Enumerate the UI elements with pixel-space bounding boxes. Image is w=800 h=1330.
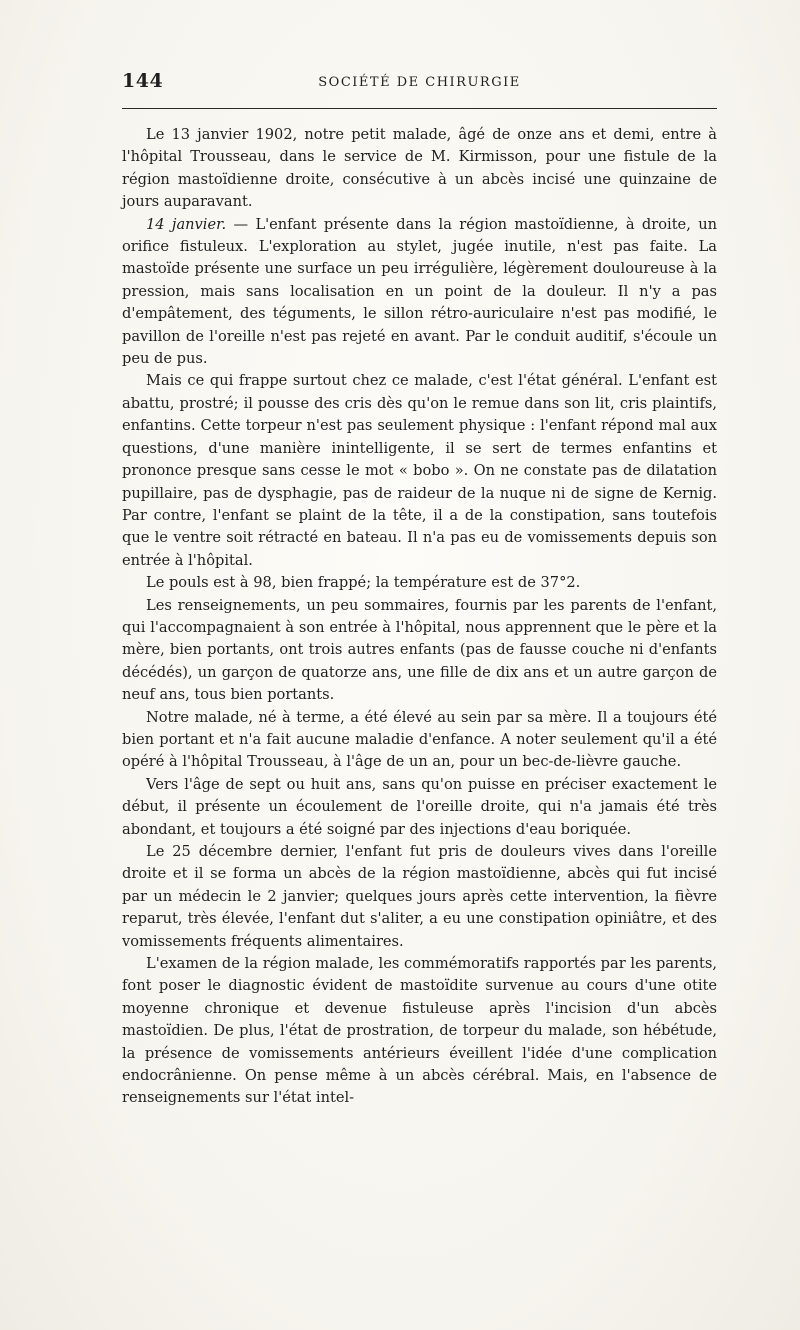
paragraph: Le pouls est à 98, bien frappé; la température est de 37°2.	[146, 574, 581, 592]
paragraph: Notre malade, né à terme, a été élevé au sein par sa mère. Il a toujours été bien portant et n'a fait aucune maladie d'enfance. A noter seulement qu'il a été opéré à l'hôpital Trousseau, à l'âge de un an, pour un bec-de-lièvre gauche.	[122, 708, 717, 771]
paragraph: 14 janvier. — L'enfant présente dans la région mastoïdienne, à droite, un orifice fistuleux. L'exploration au stylet, jugée inutile, n'est pas faite. La mastoïde présente une surface un peu irrégulière, légèrement douloureuse à la pression, mais sans localisation en un point de la douleur. Il n'y a pas d'empâtement, des téguments, le sillon rétro-auriculaire n'est pas modifié, le pavillon de l'oreille n'est pas rejeté en avant. Par le conduit auditif, s'écoule un peu de pus.	[122, 215, 717, 368]
body-text	[122, 124, 717, 1110]
paragraph: Vers l'âge de sept ou huit ans, sans qu'on puisse en préciser exactement le début, il présente un écoulement de l'oreille droite, qui n'a jamais été très abondant, et toujours a été soigné par des injections d'eau boriquée.	[122, 775, 717, 838]
page-number: 144	[122, 70, 164, 92]
header-rule	[122, 108, 717, 109]
paragraph: Le 25 décembre dernier, l'enfant fut pris de douleurs vives dans l'oreille droite et il se forma un abcès de la région mastoïdienne, abcès qui fut incisé par un médecin le 2 janvier; quelques jours après cette intervention, la fièvre reparut, très élevée, l'enfant dut s'aliter, a eu une constipation opiniâtre, et des vomissements fréquents alimentaires.	[122, 843, 717, 950]
paragraph: Les renseignements, un peu sommaires, fournis par les parents de l'enfant, qui l'accompagnaient à son entrée à l'hôpital, nous apprennent que le père et la mère, bien portants, ont trois autres enfants (pas de fausse couche ni d'enfants décédés), un garçon de quatorze ans, une fille de dix ans et un autre garçon de neuf ans, tous bien portants.	[122, 596, 717, 704]
paragraph: L'examen de la région malade, les commémoratifs rapportés par les parents, font poser le diagnostic évident de mastoïdite survenue au cours d'une otite moyenne chronique et devenue fistuleuse après l'incision d'un abcès mastoïdien. De plus, l'état de prostration, de torpeur du malade, son hébétude, la présence de vomissements antérieurs éveillent l'idée d'une complication endocrânienne. On pense même à un abcès cérébral. Mais, en l'absence de renseignements sur l'état intel-	[122, 955, 717, 1107]
page-header	[122, 70, 717, 100]
paragraph: Mais ce qui frappe surtout chez ce malade, c'est l'état général. L'enfant est abattu, prostré; il pousse des cris dès qu'on le remue dans son lit, cris plaintifs, enfantins. Cette torpeur n'est pas seulement physique : l'enfant répond mal aux questions, d'une manière inintelligente, il se sert de termes enfantins et prononce presque sans cesse le mot « bobo ». On ne constate pas de dilatation pupillaire, pas de dysphagie, pas de raideur de la nuque ni de signe de Kernig. Par contre, l'enfant se plaint de la tête, il a de la constipation, sans toutefois que le ventre soit rétracté en bateau. Il n'a pas eu de vomissements depuis son entrée à l'hôpital.	[122, 372, 717, 569]
paragraph: Le 13 janvier 1902, notre petit malade, âgé de onze ans et demi, entre à l'hôpital Trousseau, dans le service de M. Kirmisson, pour une fistule de la région mastoïdienne droite, consécutive à un abcès incisé une quinzaine de jours auparavant.	[122, 126, 717, 211]
date-lead: 14 janvier.	[146, 215, 227, 233]
running-head: SOCIÉTÉ DE CHIRURGIE	[318, 75, 521, 90]
